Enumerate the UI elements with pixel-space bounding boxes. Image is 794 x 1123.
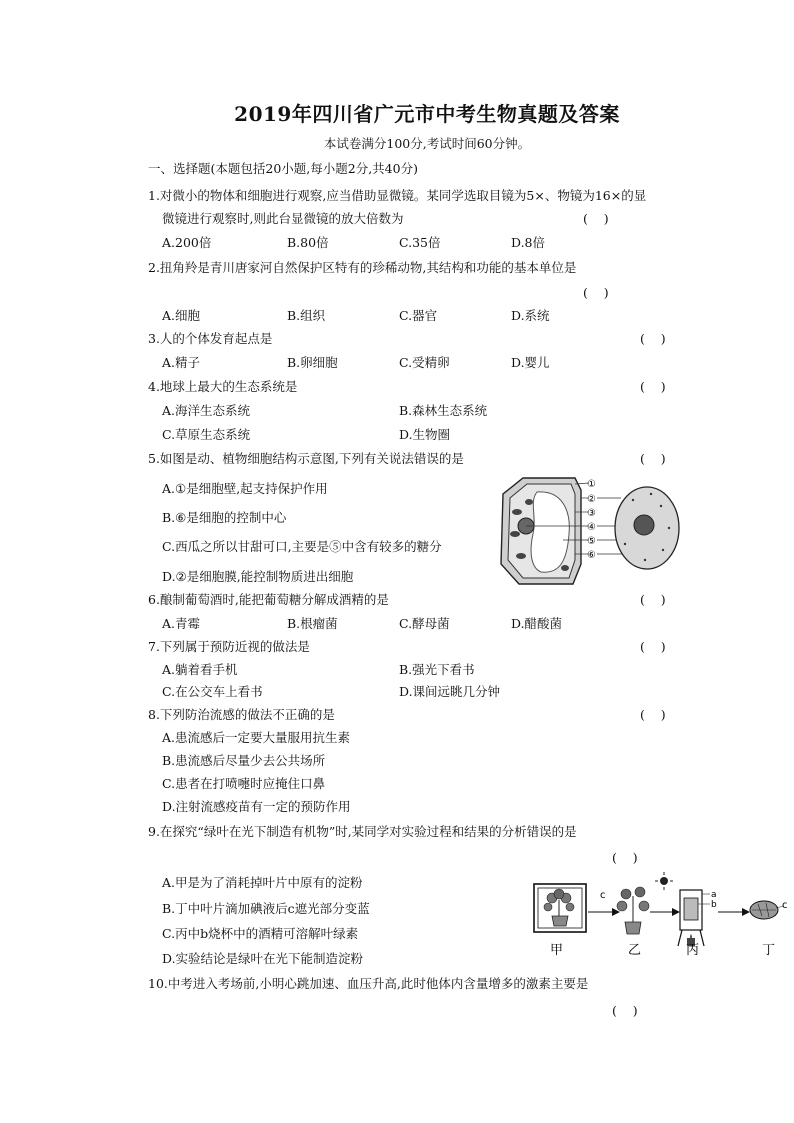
leaf [544,903,552,911]
q10-answer-blank: ( ) [612,1003,638,1018]
page-subtitle: 本试卷满分100分,考试时间60分钟。 [323,136,531,151]
q8-option-b: B.患流感后尽量少去公共场所 [162,753,326,768]
pot [552,916,568,926]
q3-answer-blank: ( ) [640,331,666,346]
q4-answer-blank: ( ) [640,379,666,394]
beaker-b [684,898,698,920]
q8-option-c: C.患者在打喷嚏时应掩住口鼻 [162,776,326,791]
caption-jia: 甲 [550,943,564,958]
animal-nucleus [634,515,654,535]
q7-stem: 7.下列属于预防近视的做法是 [148,639,310,654]
photosynthesis-experiment-figure [528,872,794,962]
q1-stem-cont: 微镜进行观察时,则此台显微镜的放大倍数为 [162,211,404,226]
vacuole [531,492,569,572]
q8-stem: 8.下列防治流感的做法不正确的是 [148,707,335,722]
label-b: b [711,900,717,910]
q6-stem: 6.酿制葡萄酒时,能把葡萄糖分解成酒精的是 [148,592,389,607]
chloroplast [516,553,526,559]
q3-stem: 3.人的个体发育起点是 [148,331,273,346]
cytoplasm-dot [632,499,634,501]
label-5: ⑤ [587,536,596,547]
arrow-head [742,908,750,916]
q2-option-c: C.器官 [399,308,438,323]
q1-option-d: D.8倍 [511,235,546,250]
leaf [635,887,645,897]
q8-option-d: D.注射流感疫苗有一定的预防作用 [162,799,351,814]
q10-stem: 10.中考进入考场前,小明心跳加速、血压升高,此时他体内含量增多的激素主要是 [148,976,589,991]
chloroplast [525,499,533,505]
q3-option-b: B.卵细胞 [287,355,338,370]
label-c-yi: c [600,890,606,901]
q9-option-a: A.甲是为了消耗掉叶片中原有的淀粉 [162,875,363,890]
q3-option-c: C.受精卵 [399,355,450,370]
q2-option-b: B.组织 [287,308,326,323]
q1-stem: 1.对微小的物体和细胞进行观察,应当借助显微镜。某同学选取目镜为5×、物镜为16×的显 [148,188,647,203]
q2-answer-blank: ( ) [583,285,609,300]
q4-option-d: D.生物圈 [399,427,451,442]
q3-option-d: D.婴儿 [511,355,550,370]
chloroplast [510,531,520,537]
cytoplasm-dot [660,505,662,507]
q9-option-b: B.丁中叶片滴加碘液后c遮光部分变蓝 [162,901,370,916]
burner-flame [690,934,692,939]
q6-option-c: C.酵母菌 [399,616,450,631]
q9-option-d: D.实验结论是绿叶在光下能制造淀粉 [162,951,364,966]
cytoplasm-dot [644,559,646,561]
cytoplasm-dot [650,493,652,495]
q7-option-d: D.课间远眺几分钟 [399,684,501,699]
q7-option-c: C.在公交车上看书 [162,684,263,699]
q4-option-a: A.海洋生态系统 [162,403,251,418]
arrow-head [672,908,680,916]
tripod-leg [678,930,682,946]
cytoplasm-dot [662,549,664,551]
q5-stem: 5.如图是动、植物细胞结构示意图,下列有关说法错误的是 [148,451,464,466]
q5-option-b: B.⑥是细胞的控制中心 [162,510,287,525]
cell-structure-figure [493,472,693,590]
q6-option-a: A.青霉 [162,616,201,631]
chloroplast [512,509,522,515]
leaf [617,901,627,911]
q4-option-c: C.草原生态系统 [162,427,251,442]
q1-option-c: C.35倍 [399,235,441,250]
label-2: ② [587,494,596,505]
caption-yi: 乙 [628,943,642,958]
label-a: a [711,890,717,900]
leaf [566,903,574,911]
label-c-ding: c [782,900,788,911]
leaf [621,889,631,899]
q8-option-a: A.患流感后一定要大量服用抗生素 [162,730,351,745]
q2-option-d: D.系统 [511,308,550,323]
label-6: ⑥ [587,550,596,561]
q6-answer-blank: ( ) [640,592,666,607]
q1-option-b: B.80倍 [287,235,329,250]
leaf [554,889,564,899]
q3-option-a: A.精子 [162,355,201,370]
label-4: ④ [587,522,596,533]
caption-bing: 丙 [686,943,700,958]
q6-option-d: D.醋酸菌 [511,616,563,631]
q7-option-a: A.躺着看手机 [162,662,238,677]
section-heading: 一、选择题(本题包括20小题,每小题2分,共40分) [148,161,418,176]
q5-option-d: D.②是细胞膜,能控制物质进出细胞 [162,569,354,584]
label-1: ① [587,479,596,490]
q5-option-a: A.①是细胞壁,起支持保护作用 [162,481,328,496]
q2-stem: 2.扭角羚是青川唐家河自然保护区特有的珍稀动物,其结构和功能的基本单位是 [148,260,577,275]
q1-answer-blank: ( ) [583,211,609,226]
sun-icon [660,877,668,885]
chloroplast [561,565,569,571]
q1-option-a: A.200倍 [162,235,212,250]
q5-option-c: C.西瓜之所以甘甜可口,主要是⑤中含有较多的糖分 [162,539,442,554]
q9-stem: 9.在探究“绿叶在光下制造有机物”时,某同学对实验过程和结果的分析错误的是 [148,824,577,839]
q9-answer-blank: ( ) [612,850,638,865]
q7-option-b: B.强光下看书 [399,662,475,677]
q6-option-b: B.根瘤菌 [287,616,338,631]
pot [625,922,641,934]
cytoplasm-dot [668,527,670,529]
q2-option-a: A.细胞 [162,308,201,323]
q8-answer-blank: ( ) [640,707,666,722]
tripod-leg [700,930,704,946]
leaf [639,901,649,911]
q9-option-c: C.丙中b烧杯中的酒精可溶解叶绿素 [162,926,359,941]
q4-stem: 4.地球上最大的生态系统是 [148,379,298,394]
cytoplasm-dot [624,543,626,545]
caption-ding: 丁 [762,943,776,958]
q7-answer-blank: ( ) [640,639,666,654]
page-title: 2019年四川省广元市中考生物真题及答案 [234,102,620,126]
label-3: ③ [587,508,596,519]
q5-answer-blank: ( ) [640,451,666,466]
q4-option-b: B.森林生态系统 [399,403,488,418]
